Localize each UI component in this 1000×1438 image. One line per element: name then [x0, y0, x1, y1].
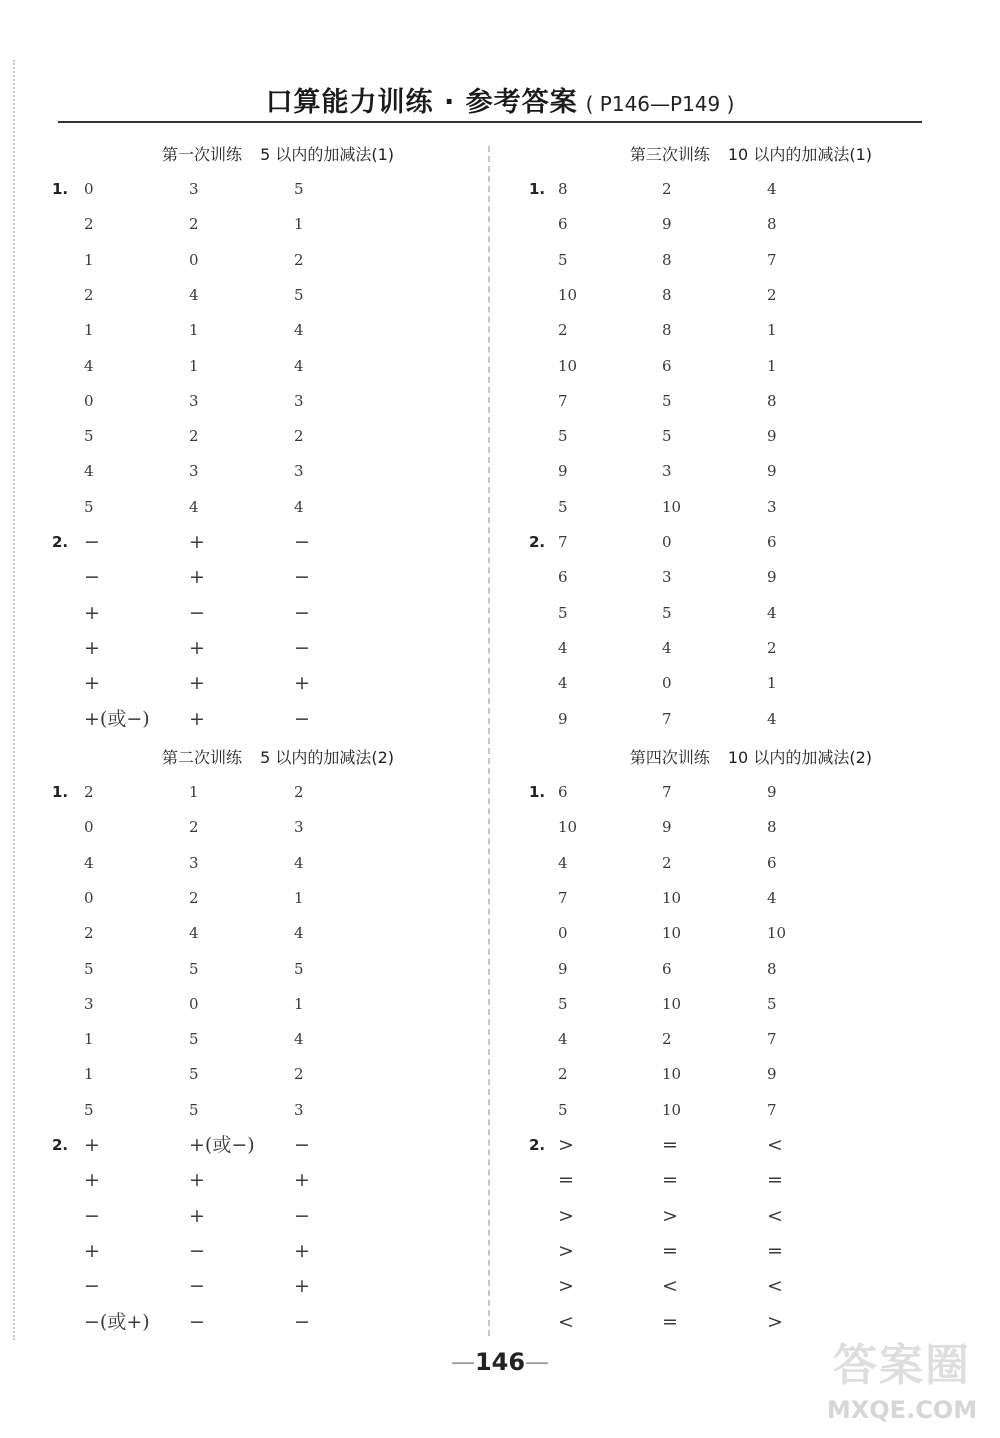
question-label: 2.: [52, 1136, 69, 1154]
answer-cell: 4: [767, 180, 777, 198]
answer-cell: 5: [84, 959, 94, 978]
answer-cell: +: [189, 1169, 205, 1192]
answer-cell: 7: [767, 1030, 777, 1049]
answer-cell: 3: [767, 497, 777, 516]
page-number-dash-right: —: [525, 1348, 550, 1376]
answer-cell: =: [558, 1169, 574, 1192]
answer-cell: 4: [294, 497, 304, 516]
answer-cell: 0: [84, 888, 94, 907]
answer-row: [474, 207, 914, 242]
answer-cell: 2: [662, 853, 672, 872]
answer-cell: 5: [558, 250, 568, 269]
answer-cell: 4: [84, 356, 94, 375]
answer-cell: 9: [767, 568, 777, 587]
answer-cell: 4: [84, 853, 94, 872]
answer-row: [474, 810, 914, 845]
right-column: [474, 0, 914, 1438]
answer-cell: 2: [767, 285, 777, 304]
answer-cell: +: [189, 672, 205, 695]
question-label: 2.: [529, 533, 546, 551]
answer-row: [0, 1022, 440, 1057]
answer-cell: 8: [662, 285, 672, 304]
answer-row: [474, 1305, 914, 1340]
answer-cell: 4: [189, 285, 199, 304]
answer-cell: +: [294, 1239, 310, 1262]
answer-cell: 10: [662, 994, 682, 1013]
answer-row: [0, 525, 440, 560]
answer-cell: 10: [558, 285, 578, 304]
answer-cell: 4: [189, 497, 199, 516]
section-number: 第三次训练: [629, 145, 710, 164]
answer-cell: 5: [189, 959, 199, 978]
answer-row: [474, 1234, 914, 1269]
answer-cell: 7: [558, 888, 568, 907]
answer-cell: 7: [662, 709, 672, 728]
answer-cell: 4: [662, 638, 672, 657]
answer-cell: 6: [662, 356, 672, 375]
answer-row: [474, 490, 914, 525]
answer-cell: 10: [662, 924, 682, 943]
answer-row: [474, 846, 914, 881]
answer-cell: +(或−): [84, 707, 150, 730]
answer-cell: 1: [84, 321, 94, 340]
answer-cell: −: [294, 1310, 310, 1333]
answer-cell: 2: [558, 1065, 568, 1084]
answer-cell: −: [84, 566, 100, 589]
answer-cell: 9: [767, 462, 777, 481]
page-number-dash-left: —: [450, 1348, 475, 1376]
answer-cell: +: [189, 707, 205, 730]
question-label: 2.: [529, 1136, 546, 1154]
answer-cell: +: [189, 1204, 205, 1227]
question-label: 1.: [52, 783, 69, 801]
section-number: 第二次训练: [162, 748, 243, 767]
answer-cell: +: [189, 636, 205, 659]
answer-cell: −: [189, 601, 205, 624]
question-label: 1.: [52, 180, 69, 198]
answer-cell: 5: [84, 427, 94, 446]
answer-cell: 3: [189, 391, 199, 410]
answer-cell: 5: [84, 1100, 94, 1119]
answer-cell: −: [84, 531, 100, 553]
answer-row: [474, 313, 914, 348]
answer-row: [0, 490, 440, 525]
answer-cell: +: [84, 636, 100, 659]
answer-cell: 4: [558, 638, 568, 657]
section-number: 第四次训练: [629, 748, 710, 767]
answer-cell: 1: [767, 321, 777, 340]
answer-cell: 1: [767, 356, 777, 375]
answer-cell: 3: [189, 462, 199, 481]
answer-row: [474, 596, 914, 631]
answer-cell: 2: [189, 215, 199, 234]
answer-row: [0, 243, 440, 278]
answer-cell: <: [767, 1134, 783, 1156]
answer-cell: −: [294, 531, 310, 553]
answer-cell: 4: [294, 356, 304, 375]
answer-row: [0, 313, 440, 348]
answer-row: [474, 1093, 914, 1128]
answer-row: [0, 172, 440, 207]
answer-cell: 5: [294, 959, 304, 978]
answer-cell: 4: [558, 674, 568, 693]
answer-cell: <: [662, 1275, 678, 1298]
section-title: [0, 743, 440, 773]
answer-cell: 3: [84, 994, 94, 1013]
answer-cell: 1: [189, 321, 199, 340]
answer-cell: 9: [662, 215, 672, 234]
answer-cell: 9: [558, 462, 568, 481]
answer-cell: 5: [558, 427, 568, 446]
section-topic: 5 以内的加减法(1): [260, 145, 394, 164]
answer-cell: 3: [189, 180, 199, 198]
answer-row: [474, 916, 914, 951]
answer-row: [0, 1128, 440, 1163]
section-title: [0, 140, 440, 170]
answer-row: [474, 987, 914, 1022]
answer-cell: 0: [84, 818, 94, 837]
answer-cell: 5: [558, 497, 568, 516]
answer-cell: −(或+): [84, 1310, 150, 1333]
answer-cell: −: [294, 707, 310, 730]
answer-cell: +: [294, 1169, 310, 1192]
answer-cell: 0: [189, 994, 199, 1013]
answer-cell: 8: [767, 959, 777, 978]
answer-cell: 4: [84, 462, 94, 481]
answer-cell: 4: [294, 1030, 304, 1049]
answer-row: [0, 454, 440, 489]
answer-row: [0, 207, 440, 242]
answer-cell: +: [84, 1169, 100, 1192]
page-title: 口算能力训练 · 参考答案: [265, 87, 578, 118]
answer-cell: +: [189, 531, 205, 553]
answer-cell: 6: [662, 959, 672, 978]
answer-cell: 7: [558, 391, 568, 410]
answer-row: [474, 419, 914, 454]
answer-cell: +(或−): [189, 1134, 255, 1156]
answer-cell: 0: [662, 533, 672, 551]
answer-cell: 7: [767, 1100, 777, 1119]
answer-cell: 2: [84, 285, 94, 304]
answer-cell: 9: [767, 783, 777, 801]
answer-cell: 1: [294, 994, 304, 1013]
page-range: ( P146—P149 ): [585, 92, 735, 116]
answer-cell: 5: [558, 994, 568, 1013]
answer-cell: 9: [767, 427, 777, 446]
answer-cell: −: [294, 1204, 310, 1227]
answer-cell: 5: [189, 1100, 199, 1119]
answer-row: [474, 1199, 914, 1234]
answer-cell: +: [294, 1275, 310, 1298]
answer-cell: −: [294, 1134, 310, 1156]
answer-row: [474, 702, 914, 737]
answer-row: [0, 384, 440, 419]
answer-cell: −: [84, 1204, 100, 1227]
answer-cell: 10: [662, 1065, 682, 1084]
answer-cell: 10: [767, 924, 787, 943]
section-title: [474, 743, 914, 773]
answer-cell: 10: [558, 356, 578, 375]
answer-cell: >: [558, 1204, 574, 1227]
answer-cell: 2: [294, 250, 304, 269]
answer-cell: −: [84, 1275, 100, 1298]
answer-cell: 4: [767, 888, 777, 907]
answer-row: [0, 810, 440, 845]
answer-row: [0, 560, 440, 595]
answer-cell: 5: [662, 391, 672, 410]
answer-cell: 1: [189, 356, 199, 375]
answer-cell: 0: [558, 924, 568, 943]
answer-cell: 7: [662, 783, 672, 801]
answer-cell: 4: [767, 603, 777, 622]
answer-cell: =: [767, 1169, 783, 1192]
answer-row: [0, 702, 440, 737]
answer-cell: 0: [189, 250, 199, 269]
answer-cell: 1: [84, 1065, 94, 1084]
answer-cell: 8: [767, 391, 777, 410]
answer-cell: −: [294, 566, 310, 589]
answer-cell: 5: [294, 285, 304, 304]
answer-cell: 3: [294, 462, 304, 481]
section-number: 第一次训练: [162, 145, 243, 164]
answer-cell: 6: [558, 215, 568, 234]
answer-cell: +: [294, 672, 310, 695]
answer-row: [0, 1093, 440, 1128]
section-topic: 10 以内的加减法(2): [727, 748, 872, 767]
answer-cell: 2: [189, 427, 199, 446]
section-topic: 5 以内的加减法(2): [260, 748, 394, 767]
answer-cell: 2: [558, 321, 568, 340]
watermark: [812, 1338, 992, 1430]
answer-cell: 0: [84, 391, 94, 410]
answer-cell: 0: [662, 674, 672, 693]
answer-row: [474, 172, 914, 207]
answer-cell: >: [662, 1204, 678, 1227]
answer-row: [474, 881, 914, 916]
answer-cell: 0: [84, 180, 94, 198]
answer-cell: =: [662, 1169, 678, 1192]
answer-cell: 2: [662, 180, 672, 198]
answer-row: [0, 881, 440, 916]
answer-cell: 2: [84, 783, 94, 801]
answer-row: [474, 952, 914, 987]
answer-cell: 4: [294, 924, 304, 943]
answer-cell: 1: [84, 1030, 94, 1049]
answer-cell: 6: [767, 853, 777, 872]
answer-cell: 3: [189, 853, 199, 872]
answer-cell: 5: [189, 1065, 199, 1084]
answer-cell: 3: [662, 568, 672, 587]
answer-row: [474, 1057, 914, 1092]
answer-row: [0, 1234, 440, 1269]
answer-cell: +: [84, 601, 100, 624]
answer-row: [0, 1057, 440, 1092]
answer-row: [474, 1269, 914, 1304]
answer-cell: −: [294, 601, 310, 624]
answer-cell: 10: [662, 888, 682, 907]
answer-row: [474, 1163, 914, 1198]
answer-cell: 8: [767, 215, 777, 234]
answer-cell: <: [767, 1275, 783, 1298]
answer-cell: +: [189, 566, 205, 589]
answer-cell: 9: [558, 709, 568, 728]
answer-row: [0, 1163, 440, 1198]
answer-cell: 2: [189, 818, 199, 837]
answer-row: [0, 419, 440, 454]
answer-row: [474, 560, 914, 595]
answer-cell: 1: [189, 783, 199, 801]
answer-row: [474, 278, 914, 313]
answer-cell: >: [558, 1275, 574, 1298]
answer-cell: 8: [662, 250, 672, 269]
answer-cell: 8: [662, 321, 672, 340]
answer-cell: 9: [558, 959, 568, 978]
answer-cell: =: [662, 1239, 678, 1262]
answer-cell: 5: [767, 994, 777, 1013]
answer-cell: 2: [84, 215, 94, 234]
answer-cell: >: [767, 1310, 783, 1333]
answer-cell: >: [558, 1134, 574, 1156]
answer-cell: 2: [189, 888, 199, 907]
answer-cell: 5: [662, 427, 672, 446]
answer-row: [474, 1128, 914, 1163]
answer-row: [0, 846, 440, 881]
answer-row: [0, 666, 440, 701]
watermark-logo: 答案圈: [833, 1340, 971, 1391]
answer-cell: 4: [294, 853, 304, 872]
question-label: 1.: [529, 783, 546, 801]
section-title: [474, 140, 914, 170]
answer-cell: 9: [662, 818, 672, 837]
answer-cell: 1: [767, 674, 777, 693]
answer-cell: 5: [189, 1030, 199, 1049]
answer-cell: 10: [558, 818, 578, 837]
answer-cell: 5: [662, 603, 672, 622]
answer-row: [0, 1269, 440, 1304]
answer-row: [474, 666, 914, 701]
answer-row: [474, 454, 914, 489]
answer-cell: 2: [662, 1030, 672, 1049]
answer-cell: =: [662, 1134, 678, 1156]
answer-cell: 10: [662, 1100, 682, 1119]
answer-cell: 10: [662, 497, 682, 516]
answer-cell: <: [767, 1204, 783, 1227]
answer-cell: 6: [767, 533, 777, 551]
answer-row: [0, 631, 440, 666]
answer-row: [0, 916, 440, 951]
answer-cell: >: [558, 1239, 574, 1262]
answer-row: [474, 243, 914, 278]
answer-cell: 4: [558, 1030, 568, 1049]
answer-cell: −: [294, 636, 310, 659]
answer-cell: 4: [558, 853, 568, 872]
answer-cell: 3: [294, 1100, 304, 1119]
answer-cell: +: [84, 1239, 100, 1262]
answer-row: [474, 631, 914, 666]
answer-cell: 5: [84, 497, 94, 516]
answer-cell: 4: [767, 709, 777, 728]
answer-row: [0, 952, 440, 987]
answer-cell: 8: [558, 180, 568, 198]
answer-cell: 8: [767, 818, 777, 837]
section-topic: 10 以内的加减法(1): [727, 145, 872, 164]
answer-cell: 2: [294, 1065, 304, 1084]
answer-cell: 5: [294, 180, 304, 198]
answer-cell: 6: [558, 568, 568, 587]
answer-row: [0, 1199, 440, 1234]
answer-row: [474, 384, 914, 419]
answer-row: [0, 278, 440, 313]
answer-cell: 1: [294, 888, 304, 907]
answer-row: [474, 1022, 914, 1057]
answer-cell: 9: [767, 1065, 777, 1084]
answer-row: [0, 775, 440, 810]
answer-cell: −: [189, 1275, 205, 1298]
page-number-value: 146: [474, 1348, 526, 1376]
answer-cell: 4: [294, 321, 304, 340]
answer-cell: −: [189, 1239, 205, 1262]
answer-cell: −: [189, 1310, 205, 1333]
answer-cell: 6: [558, 783, 568, 801]
watermark-url: MXQE.COM: [826, 1396, 978, 1424]
answer-cell: 4: [189, 924, 199, 943]
answer-cell: 5: [558, 1100, 568, 1119]
answer-cell: 2: [294, 427, 304, 446]
answer-row: [0, 1305, 440, 1340]
answer-cell: 2: [84, 924, 94, 943]
answer-cell: 1: [294, 215, 304, 234]
left-column: [0, 0, 440, 1438]
question-label: 1.: [529, 180, 546, 198]
answer-cell: 3: [294, 818, 304, 837]
answer-row: [474, 349, 914, 384]
answer-cell: +: [84, 1134, 100, 1156]
answer-cell: 7: [767, 250, 777, 269]
question-label: 2.: [52, 533, 69, 551]
answer-cell: 7: [558, 533, 568, 551]
answer-cell: 2: [767, 638, 777, 657]
answer-row: [0, 596, 440, 631]
answer-cell: =: [662, 1310, 678, 1333]
answer-row: [474, 775, 914, 810]
answer-cell: 3: [662, 462, 672, 481]
answer-cell: 3: [294, 391, 304, 410]
answer-cell: <: [558, 1310, 574, 1333]
answer-cell: 2: [294, 783, 304, 801]
answer-cell: +: [84, 672, 100, 695]
answer-cell: 1: [84, 250, 94, 269]
answer-row: [0, 987, 440, 1022]
answer-cell: 5: [558, 603, 568, 622]
answer-cell: =: [767, 1239, 783, 1262]
answer-row: [0, 349, 440, 384]
answer-row: [474, 525, 914, 560]
